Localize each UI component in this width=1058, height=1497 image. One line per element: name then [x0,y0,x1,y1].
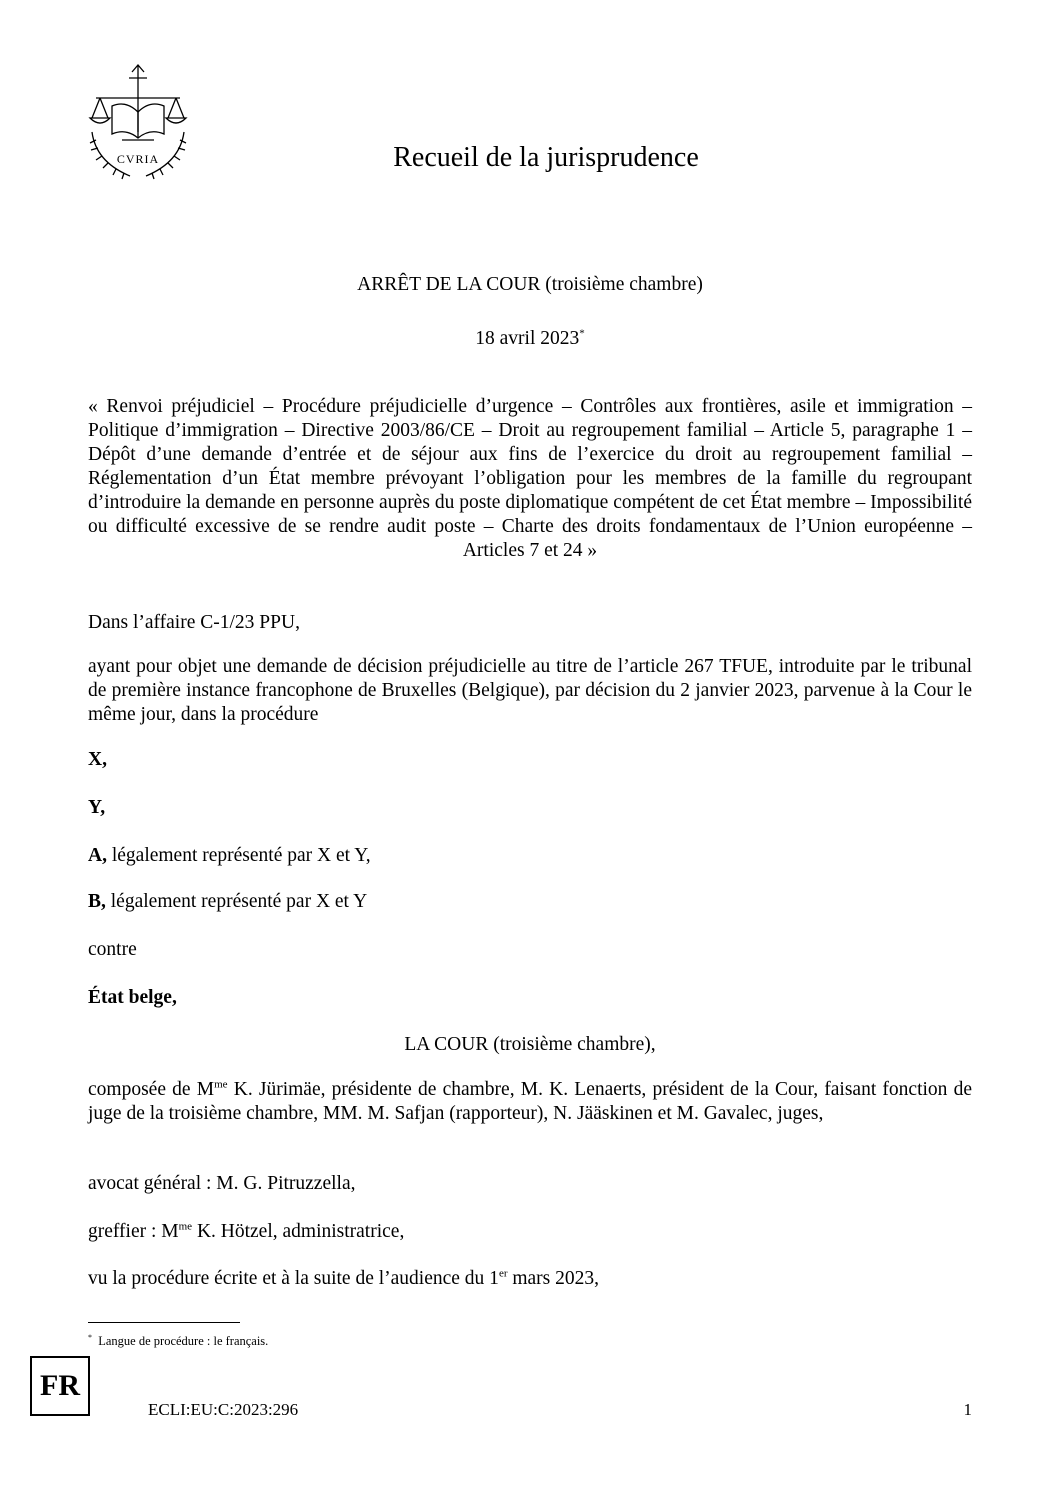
ecli-identifier: ECLI:EU:C:2023:296 [148,1400,299,1419]
party-b-description: légalement représenté par X et Y [105,891,368,912]
judgment-title: ARRÊT DE LA COUR (troisième chambre) [357,274,703,295]
footnote [88,1333,268,1349]
keywords-summary: « Renvoi préjudiciel – Procédure préjudicielle d’urgence – Contrôles aux frontières, asile et immigration – Politique d’immigration – Directive 2003/86/CE – Droit au regroupement familial – Article 5, paragraphe 1 – Dépôt d’une demande d’entrée et de séjour aux fins de l’exercice du droit au regroupement familial – Réglementation d’un État membre prévoyant l’obligation pour les membres de la famille du regroupant d’introduire la demande en personne auprès du poste diplomatique compétent de cet État membre – Impossibilité ou difficulté excessive de se rendre audit poste – Charte des droits fondamentaux de l’Union européenne – Articles 7 et 24 » [88,396,972,561]
footnote-marker: * [88,1333,92,1342]
versus-label: contre [88,939,137,960]
party-a-name: A, [88,845,107,866]
judgment-date [88,327,972,351]
footnote-text: Langue de procédure : le français. [98,1334,269,1349]
footnote-reference[interactable]: * [579,327,585,340]
advocate-general: avocat général : M. G. Pitruzzella, [88,1173,356,1194]
composition-text-start: composée de M [88,1079,215,1100]
composition-text-end: K. Jürimäe, présidente de chambre, M. K. Lenaerts, président de la Cour, faisant fonction de juge de la troisième chambre, MM. M. Safjan (rapporteur), N. Jääskinen et M. Gavalec, juges, [88,1079,972,1124]
party-a [88,844,371,868]
procedure-superscript: er [498,1267,508,1280]
composition-superscript: me [214,1078,228,1091]
case-reference: Dans l’affaire C-1/23 PPU, [88,612,300,633]
registrar-superscript: me [178,1220,193,1233]
registrar-text-end: K. Hötzel, administratrice, [192,1221,405,1242]
subject-paragraph: ayant pour objet une demande de décision préjudicielle au titre de l’article 267 TFUE, introduite par le tribunal de première instance francophone de Bruxelles (Belgique), par décision du 2 janvier 2023, parvenue à la Cour le même jour, dans la procédure [88,656,972,725]
procedure-text-end: mars 2023, [507,1268,600,1289]
footnote-divider [88,1322,240,1323]
procedure-statement [88,1267,599,1291]
collection-title: Recueil de la jurisprudence [393,142,699,173]
party-y: Y, [88,797,106,818]
party-b-name: B, [88,891,106,912]
party-b [88,890,367,914]
defendant: État belge, [88,987,177,1008]
language-badge: FR [30,1356,90,1416]
party-a-description: légalement représenté par X et Y, [106,845,371,866]
judgment-date-text: 18 avril 2023 [475,328,580,349]
logo-lettering: CVRIA [116,152,160,166]
court-composition [88,1078,972,1126]
page-number: 1 [963,1400,972,1419]
procedure-text-start: vu la procédure écrite et à la suite de l’audience du 1 [88,1268,499,1289]
court-heading: LA COUR (troisième chambre), [404,1034,656,1055]
party-x: X, [88,749,107,770]
registrar [88,1220,404,1244]
registrar-text-start: greffier : M [88,1221,179,1242]
